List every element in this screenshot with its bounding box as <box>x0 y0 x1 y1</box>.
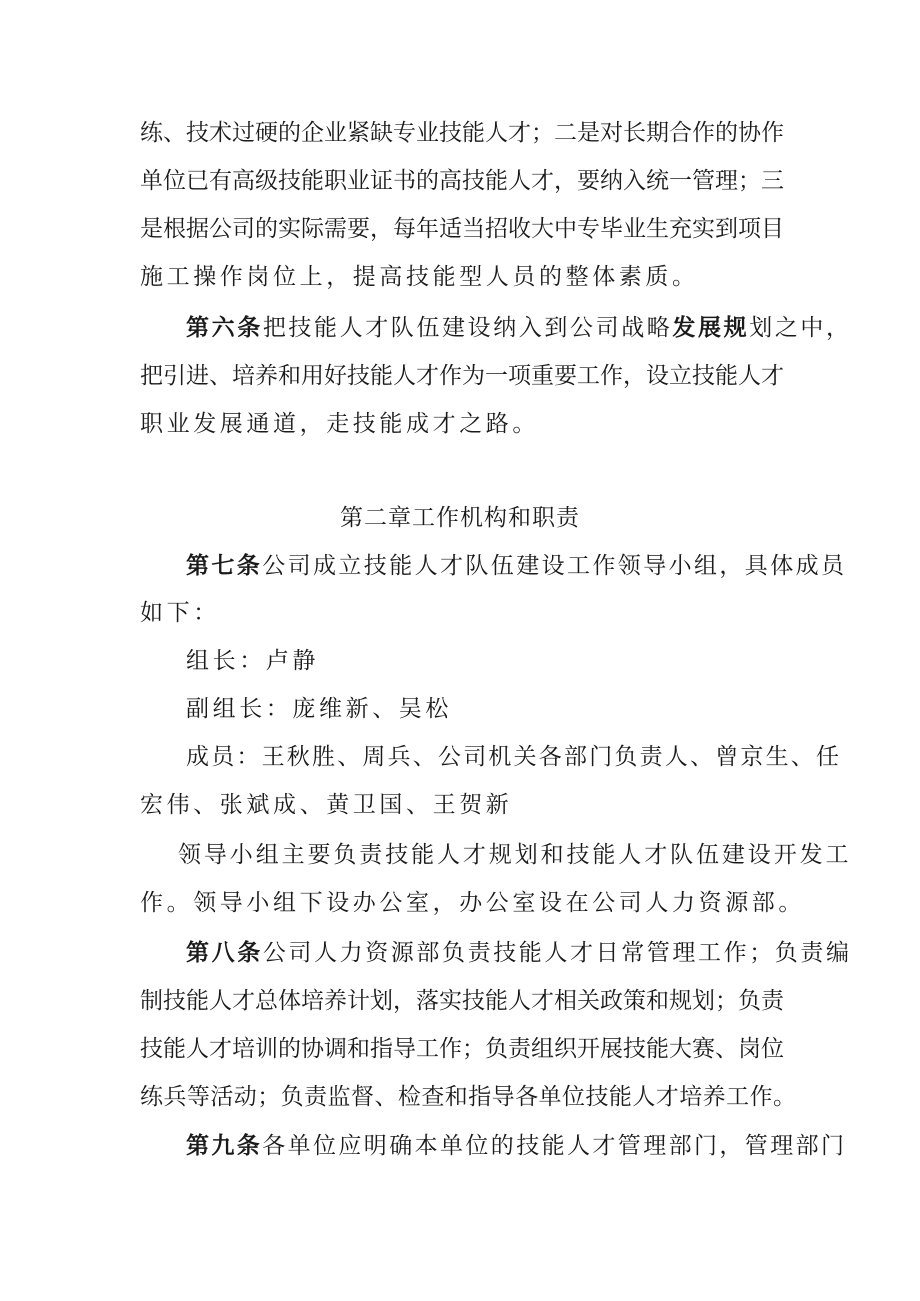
article-8-text: 公司人力资源部负责技能人才日常管理工作；负责编 <box>262 940 852 966</box>
article-6-line-3: 职业发展通道，走技能成才之路。 <box>140 411 539 437</box>
members-line-2: 宏伟、张斌成、黄卫国、王贺新 <box>140 792 513 818</box>
article-7-line-2: 如下： <box>140 600 220 626</box>
members-line-1: 成员：王秋胜、周兵、公司机关各部门负责人、曾京生、任 <box>186 744 842 770</box>
article-6-label: 第六条 <box>186 314 263 341</box>
chapter-heading: 第二章工作机构和职责 <box>340 505 580 531</box>
paragraph-1-line-1: 练、技术过硬的企业紧缺专业技能人才；二是对长期合作的协作 <box>140 120 784 146</box>
article-8-line-3: 技能人才培训的协调和指导工作；负责组织开展技能大赛、岗位 <box>140 1036 784 1062</box>
article-7-text: 公司成立技能人才队伍建设工作领导小组，具体成员 <box>262 553 847 579</box>
article-8-label: 第八条 <box>186 939 263 966</box>
paragraph-1-line-2: 单位已有高级技能职业证书的高技能人才，要纳入统一管理；三 <box>140 168 784 194</box>
leader-line: 组长：卢静 <box>186 648 319 674</box>
article-8-line-4: 练兵等活动；负责监督、检查和指导各单位技能人才培养工作。 <box>140 1084 796 1110</box>
article-9-label: 第九条 <box>186 1132 263 1159</box>
paragraph-1-line-3: 是根据公司的实际需要，每年适当招收大中专毕业生充实到项目 <box>140 216 784 242</box>
article-6-text-b: 划之中， <box>749 315 852 341</box>
article-9-text: 各单位应明确本单位的技能人才管理部门，管理部门 <box>262 1133 847 1159</box>
duty-line-2: 作。领导小组下设办公室，办公室设在公司人力资源部。 <box>140 890 805 916</box>
article-6-line-2: 把引进、培养和用好技能人才作为一项重要工作，设立技能人才 <box>140 363 784 389</box>
article-6-line-1 <box>186 313 852 343</box>
article-7-label: 第七条 <box>186 552 263 579</box>
article-6-bold-text: 发展规 <box>672 314 750 341</box>
deputy-leader-line: 副组长：庞维新、吴松 <box>186 696 452 722</box>
duty-line-1: 领导小组主要负责技能人才规划和技能人才队伍建设开发工 <box>178 842 852 868</box>
paragraph-1-line-4: 施工操作岗位上，提高技能型人员的整体素质。 <box>140 264 699 290</box>
article-9-line-1 <box>186 1131 846 1161</box>
article-8-line-2: 制技能人才总体培养计划，落实技能人才相关政策和规划；负责 <box>140 988 784 1014</box>
article-6-text-a: 把技能人才队伍建设纳入到公司战略 <box>262 315 673 341</box>
article-7-line-1 <box>186 551 846 581</box>
article-8-line-1 <box>186 938 852 968</box>
